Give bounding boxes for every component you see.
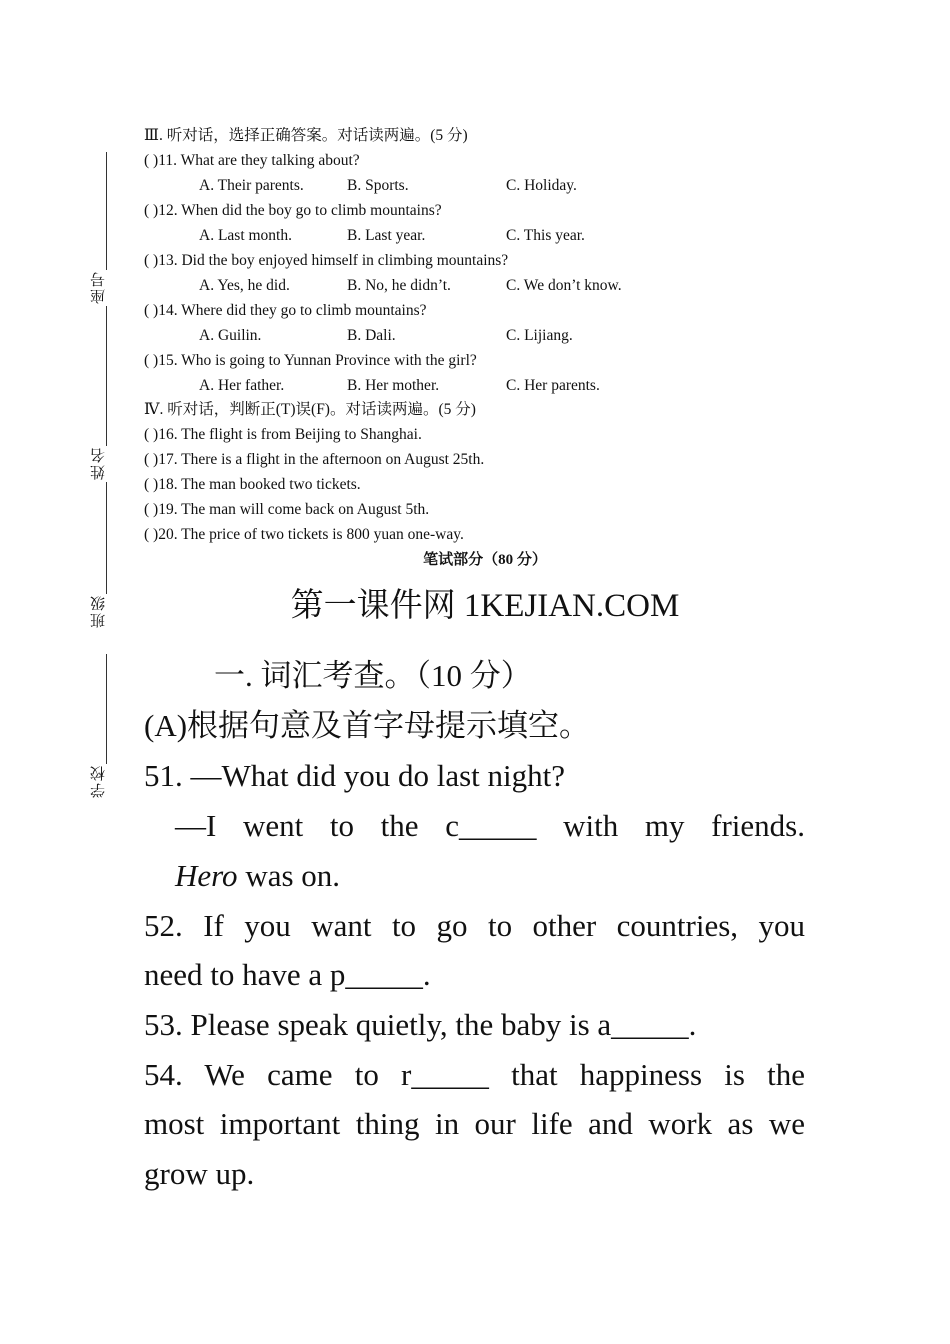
q13-option-b: B. No, he didn’t. xyxy=(347,277,451,294)
statement-19: ( )19. The man will come back on August 5th. xyxy=(144,501,430,518)
section3-heading: Ⅲ. 听对话，选择正确答案。对话读两遍。(5 分) xyxy=(144,127,468,144)
vocab-sub-a: (A)根据句意及首字母提示填空。 xyxy=(144,708,591,743)
binding-line-4 xyxy=(106,654,107,764)
q15-option-b: B. Her mother. xyxy=(347,377,440,394)
question-11: ( )11. What are they talking about? xyxy=(144,152,360,169)
q52-line-2: need to have a p_____. xyxy=(144,957,431,992)
statement-18: ( )18. The man booked two tickets. xyxy=(144,476,361,493)
q14-option-a: A. Guilin. xyxy=(199,327,262,344)
margin-label-name: 姓名 xyxy=(91,446,107,480)
question-14: ( )14. Where did they go to climb mountains? xyxy=(144,302,427,319)
movie-title: Hero xyxy=(175,858,238,893)
q14-option-b: B. Dali. xyxy=(347,327,396,344)
q15-option-c: C. Her parents. xyxy=(506,377,600,394)
binding-line-2 xyxy=(106,306,107,446)
binding-line-3 xyxy=(106,482,107,594)
q13-option-c: C. We don’t know. xyxy=(506,277,622,294)
question-12: ( )12. When did the boy go to climb mountains? xyxy=(144,202,442,219)
question-15: ( )15. Who is going to Yunnan Province with the girl? xyxy=(144,352,477,369)
q53: 53. Please speak quietly, the baby is a_____. xyxy=(144,1007,697,1042)
statement-20: ( )20. The price of two tickets is 800 yuan one-way. xyxy=(144,526,464,543)
q12-option-c: C. This year. xyxy=(506,227,585,244)
margin-label-school: 学校 xyxy=(91,764,107,798)
vocab-title: 一. 词汇考查。（10 分） xyxy=(214,658,532,693)
q12-option-b: B. Last year. xyxy=(347,227,426,244)
q51-line-1: 51. —What did you do last night? xyxy=(144,758,566,793)
statement-16: ( )16. The flight is from Beijing to Shanghai. xyxy=(144,426,422,443)
written-part-heading: 笔试部分（80 分） xyxy=(423,552,547,568)
q14-option-c: C. Lijiang. xyxy=(506,327,573,344)
q54-line-3: grow up. xyxy=(144,1156,255,1191)
q51-line-3-text: was on. xyxy=(237,858,341,893)
question-13: ( )13. Did the boy enjoyed himself in climbing mountains? xyxy=(144,252,509,269)
q51-line-3 xyxy=(175,856,340,896)
q15-option-a: A. Her father. xyxy=(199,377,285,394)
watermark-text: 第一课件网 1KEJIAN.COM xyxy=(290,588,680,624)
section4-heading: Ⅳ. 听对话，判断正(T)误(F)。对话读两遍。(5 分) xyxy=(144,401,476,418)
statement-17: ( )17. There is a flight in the afternoon on August 25th. xyxy=(144,451,485,468)
binding-line-1 xyxy=(106,152,107,270)
margin-label-class: 班级 xyxy=(91,594,107,628)
margin-label-seat: 座号 xyxy=(91,270,107,304)
q11-option-c: C. Holiday. xyxy=(506,177,577,194)
q12-option-a: A. Last month. xyxy=(199,227,292,244)
q11-option-b: B. Sports. xyxy=(347,177,409,194)
q54-line-2: most important thing in our life and work as we xyxy=(144,1106,805,1141)
q13-option-a: A. Yes, he did. xyxy=(199,277,290,294)
q54-line-1: 54. We came to r_____ that happiness is the xyxy=(144,1057,805,1092)
q52-line-1: 52. If you want to go to other countries, you xyxy=(144,908,805,943)
q11-option-a: A. Their parents. xyxy=(199,177,304,194)
q51-line-2: —I went to the c_____ with my friends. xyxy=(175,808,805,843)
